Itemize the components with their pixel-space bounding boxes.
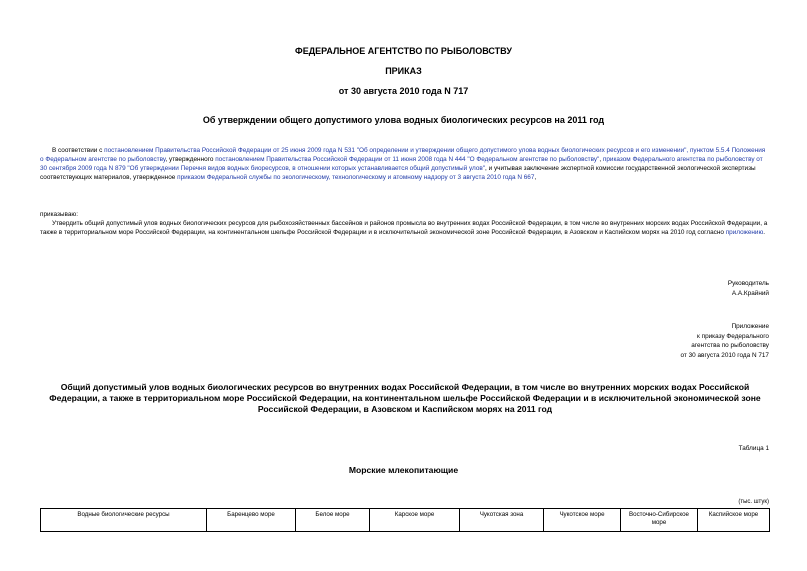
marine-mammals-table <box>40 508 770 532</box>
preamble-text-3: , <box>599 156 603 163</box>
column-header: Чукотское море <box>544 509 621 532</box>
preamble-text-4: , и учитывая заключение экспертной комиссии государственной экологической экспертизы соответствующих материалов, утвержденное <box>40 165 756 181</box>
column-header: Восточно-Сибирское море <box>621 509 698 532</box>
link-resolution-531[interactable]: постановлением Правительства Российской Федерации от 25 июня 2009 года N 531 "Об определении и утверждении общего допустимого улова водных биологических ресурсов и его изменении", пунктом 5.5.4 Положения о Федеральном агентстве по рыболовству <box>40 147 766 163</box>
document-date-number: от 30 августа 2010 года N 717 <box>338 86 469 96</box>
appendix-line-1: Приложение <box>731 323 769 330</box>
document-type: ПРИКАЗ <box>385 66 422 76</box>
preamble-text-5: , <box>534 174 537 181</box>
table-header-row <box>41 509 770 532</box>
preamble-text-2: , утвержденного <box>165 156 216 163</box>
link-resolution-444[interactable]: постановлением Правительства Российской Федерации от 11 июня 2008 года N 444 "О Федеральном агентстве по рыболовству" <box>215 156 600 163</box>
signature-position: Руководитель <box>727 280 769 287</box>
link-order-879[interactable]: приказом Федерального агентства по рыболовству от 30 сентября 2009 года N 879 "Об утверждении Перечня видов водных биоресурсов, в отношении которых устанавливается общий допустимый улов" <box>40 156 763 172</box>
column-header: Баренцево море <box>207 509 296 532</box>
appendix-line-2: к приказу Федерального <box>697 332 769 340</box>
link-order-667[interactable]: приказом Федеральной службы по экологическому, технологическому и атомному надзору от 3 августа 2010 года N 667 <box>177 174 535 181</box>
preamble-paragraph <box>40 146 770 182</box>
table-unit: (тыс. штук) <box>738 499 769 505</box>
order-verb: приказываю: <box>40 211 78 218</box>
preamble-text-1: В соответствии с <box>52 147 105 154</box>
column-header: Белое море <box>296 509 370 532</box>
column-header: Карское море <box>370 509 460 532</box>
column-header: Каспийское море <box>698 509 770 532</box>
order-text-end: . <box>763 229 766 236</box>
appendix-block <box>569 322 769 360</box>
link-appendix[interactable]: приложению <box>725 229 764 236</box>
appendix-line-4: от 30 августа 2010 года N 717 <box>680 351 769 359</box>
appendix-line-3: агентства по рыболовству <box>691 342 769 349</box>
order-paragraph <box>40 219 770 237</box>
column-header: Водные биологические ресурсы <box>41 509 207 532</box>
agency-name: ФЕДЕРАЛЬНОЕ АГЕНТСТВО ПО РЫБОЛОВСТВУ <box>295 46 512 56</box>
document-subject: Об утверждении общего допустимого улова водных биологических ресурсов на 2011 год <box>202 115 605 125</box>
order-text: Утвердить общий допустимый улов водных биологических ресурсов для рыбохозяйственных бассейнов и районов промысла во внутренних водах Российской Федерации, в том числе во внутренних морских водах Российской Федерации, а также в территориальном море Российской Федерации, на континентальном шельфе Российской Федерации и в исключительной экономической зоне Российской Федерации, в Азовском и Каспийском морях на 2010 год согласно <box>40 220 768 236</box>
signature-block <box>569 279 769 298</box>
annex-title: Общий допустимый улов водных биологических ресурсов во внутренних водах Российской Федерации, в том числе во внутренних морских водах Российской Федерации, а также в территориальном море Российской Федерации, на континентальном шельфе Российской Федерации и в исключительной экономической зоне Российской Федерации, в Азовском и Каспийском морях на 2011 год <box>49 382 761 414</box>
table-title: Морские млекопитающие <box>348 465 459 475</box>
table-label: Таблица 1 <box>738 445 769 452</box>
column-header: Чукотская зона <box>460 509 544 532</box>
signature-name: А.А.Крайний <box>731 289 769 297</box>
